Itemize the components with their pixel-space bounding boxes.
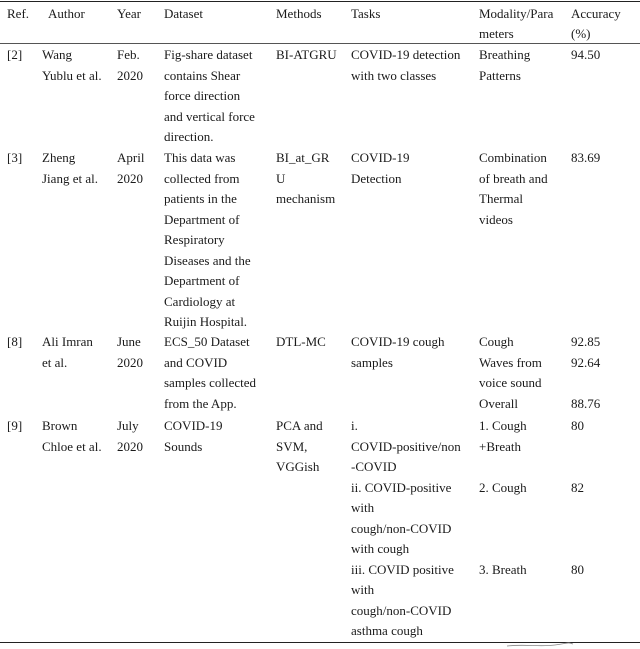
- year-line: June: [117, 334, 141, 349]
- methods-line: mechanism: [276, 191, 336, 206]
- year-line: Feb.: [117, 47, 140, 62]
- accuracy-value: 88.76: [571, 395, 601, 411]
- row-tasks: [351, 148, 410, 189]
- modality-line: voice sound: [479, 375, 542, 390]
- dataset-line: from the App.: [164, 395, 237, 411]
- modality-line: Waves from: [479, 354, 542, 370]
- row-accuracy: [571, 45, 600, 66]
- accuracy-value: 92.85: [571, 334, 601, 349]
- row-dataset: [164, 332, 256, 414]
- row-modality: [479, 416, 527, 457]
- dataset-line: Sounds: [164, 438, 203, 454]
- row-year: [117, 45, 143, 86]
- row-accuracy: 80: [571, 562, 584, 577]
- row-methods: [276, 45, 337, 66]
- dataset-line: patients in the: [164, 191, 237, 206]
- dataset-line: force direction: [164, 88, 241, 103]
- row-author: [42, 45, 102, 86]
- header-tasks: Tasks: [351, 6, 381, 21]
- row-author: [42, 332, 93, 373]
- year-line: 2020: [117, 67, 143, 83]
- methods-line: SVM,: [276, 438, 308, 454]
- row-modality: [479, 560, 527, 581]
- table-header-rule: [0, 43, 640, 44]
- dataset-line: Ruijin Hospital.: [164, 314, 248, 329]
- dataset-line: Fig-share dataset: [164, 47, 253, 62]
- row-modality: [479, 148, 548, 230]
- dataset-line: and vertical force: [164, 108, 255, 124]
- modality-line: Patterns: [479, 67, 521, 83]
- dataset-line: direction.: [164, 129, 214, 144]
- row-tasks: [351, 416, 461, 642]
- tasks-line: COVID-19 cough: [351, 334, 445, 349]
- row-methods: [276, 416, 323, 478]
- row-dataset: [164, 148, 251, 333]
- header-ref: Ref.: [7, 6, 30, 21]
- tasks-line: with cough: [351, 541, 410, 556]
- row-ref: [2]: [7, 47, 23, 62]
- row-modality: [479, 45, 530, 86]
- row-year: [117, 416, 143, 457]
- year-line: July: [117, 418, 139, 433]
- dataset-line: COVID-19: [164, 418, 223, 433]
- methods-line: BI_at_GR: [276, 150, 330, 165]
- row-year: [117, 148, 144, 189]
- header-methods: Methods: [276, 6, 322, 21]
- dataset-line: contains Shear: [164, 67, 241, 83]
- row-ref: [8]: [7, 334, 23, 349]
- row-modality: [479, 332, 542, 414]
- row-tasks: [351, 332, 445, 373]
- page-footer-scribble-icon: [505, 640, 575, 648]
- header-accuracy-line2: (%): [571, 26, 591, 41]
- row-dataset: [164, 45, 255, 148]
- tasks-line: with: [351, 500, 375, 515]
- tasks-line: -COVID: [351, 459, 397, 474]
- author-line: Brown: [42, 418, 78, 433]
- tasks-line: COVID-positive/non: [351, 438, 461, 454]
- dataset-line: and COVID: [164, 354, 228, 370]
- methods-line: DTL-MC: [276, 334, 326, 349]
- row-dataset: [164, 416, 223, 457]
- tasks-line: i.: [351, 418, 358, 433]
- year-line: 2020: [117, 170, 143, 186]
- methods-line: PCA and: [276, 418, 323, 433]
- row-modality: [479, 478, 527, 499]
- tasks-line: with: [351, 582, 375, 597]
- tasks-line: samples: [351, 354, 393, 370]
- row-tasks: [351, 45, 460, 86]
- dataset-line: Respiratory: [164, 232, 225, 247]
- header-modality-line2: meters: [479, 26, 514, 41]
- author-line: Yublu et al.: [42, 67, 102, 83]
- modality-line: +Breath: [479, 438, 521, 454]
- modality-line: of breath and: [479, 170, 548, 186]
- author-line: et al.: [42, 354, 68, 370]
- author-line: Jiang et al.: [42, 170, 98, 186]
- row-year: [117, 332, 143, 373]
- accuracy-value: 92.64: [571, 354, 601, 370]
- row-accuracy: [571, 148, 600, 169]
- tasks-line: ii. COVID-positive: [351, 479, 452, 495]
- tasks-line: cough/non-COVID: [351, 520, 452, 536]
- accuracy-value: 94.50: [571, 47, 601, 62]
- author-line: Ali Imran: [42, 334, 93, 349]
- row-ref: [3]: [7, 150, 23, 165]
- author-line: Chloe et al.: [42, 438, 102, 454]
- dataset-line: samples collected: [164, 375, 257, 390]
- modality-line: videos: [479, 211, 513, 227]
- dataset-line: collected from: [164, 170, 240, 186]
- row-accuracy: [571, 332, 600, 414]
- tasks-line: Detection: [351, 170, 402, 186]
- tasks-line: iii. COVID positive: [351, 561, 454, 577]
- dataset-line: Cardiology at: [164, 293, 236, 309]
- tasks-line: asthma cough: [351, 623, 423, 638]
- methods-line: BI-ATGRU: [276, 47, 337, 62]
- methods-line: VGGish: [276, 459, 320, 474]
- modality-line: Combination: [479, 150, 547, 165]
- methods-line: U: [276, 170, 286, 186]
- dataset-line: ECS_50 Dataset: [164, 334, 250, 349]
- row-accuracy: 80: [571, 418, 584, 433]
- author-line: Wang: [42, 47, 72, 62]
- header-dataset: Dataset: [164, 6, 203, 21]
- year-line: 2020: [117, 438, 143, 454]
- row-methods: [276, 332, 326, 353]
- year-line: 2020: [117, 354, 143, 370]
- tasks-line: COVID-19 detection: [351, 47, 461, 62]
- dataset-line: This data was: [164, 150, 236, 165]
- tasks-line: with two classes: [351, 67, 437, 83]
- row-author: [42, 416, 102, 457]
- header-year: Year: [117, 6, 141, 21]
- row-ref: [9]: [7, 418, 23, 433]
- dataset-line: Department of: [164, 211, 240, 227]
- modality-line: Cough: [479, 334, 514, 349]
- table-top-rule: [0, 1, 640, 2]
- tasks-line: cough/non-COVID: [351, 602, 452, 618]
- header-modality-line1: Modality/Para: [479, 6, 554, 21]
- modality-line: Breathing: [479, 47, 531, 62]
- row-accuracy: 82: [571, 480, 584, 495]
- modality-line: Overall: [479, 395, 518, 411]
- header-author: Author: [48, 6, 85, 21]
- dataset-line: Department of: [164, 273, 240, 288]
- year-line: April: [117, 150, 145, 165]
- modality-line: 3. Breath: [479, 562, 527, 577]
- modality-line: Thermal: [479, 191, 524, 206]
- accuracy-spacer: [571, 373, 600, 394]
- author-line: Zheng: [42, 150, 76, 165]
- accuracy-value: 83.69: [571, 150, 601, 165]
- row-methods: [276, 148, 335, 210]
- modality-line: 1. Cough: [479, 418, 527, 433]
- header-accuracy-line1: Accuracy: [571, 6, 621, 21]
- dataset-line: Diseases and the: [164, 252, 251, 268]
- row-author: [42, 148, 98, 189]
- modality-line: 2. Cough: [479, 480, 527, 495]
- tasks-line: COVID-19: [351, 150, 410, 165]
